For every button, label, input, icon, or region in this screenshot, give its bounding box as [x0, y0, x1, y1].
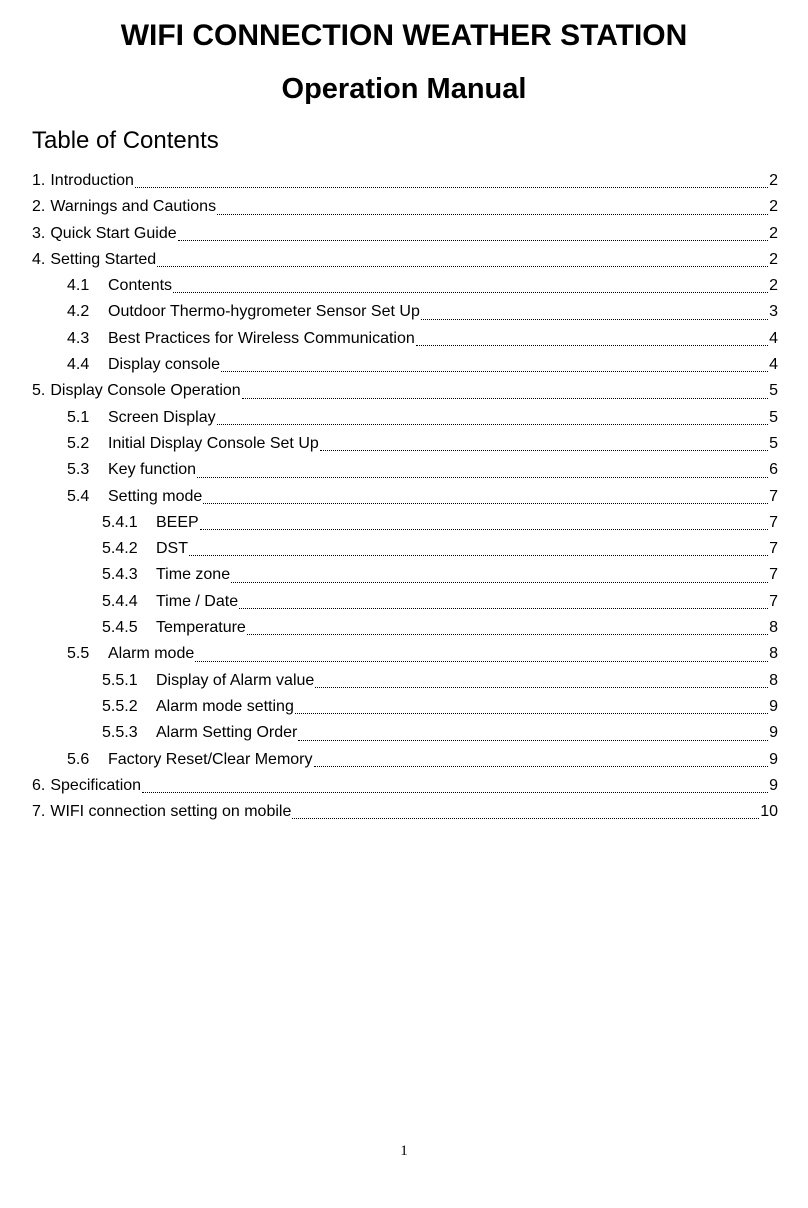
toc-entry-page: 7 — [769, 592, 778, 610]
toc-entry-page: 5 — [769, 382, 778, 400]
toc-entry-page: 7 — [769, 487, 778, 505]
toc-entry[interactable] — [32, 457, 778, 483]
toc-entry[interactable] — [32, 773, 778, 799]
toc-dot-leader — [221, 356, 768, 372]
toc-entry-label: Alarm Setting Order — [156, 724, 298, 742]
toc-entry-page: 8 — [769, 671, 778, 689]
toc-dot-leader — [157, 251, 768, 267]
toc-entry-number: 5.3 — [67, 461, 90, 479]
toc-dot-leader — [142, 777, 768, 793]
toc-dot-leader — [217, 409, 768, 425]
toc-entry-page: 9 — [769, 724, 778, 742]
toc-entry-number: 5.4.4 — [102, 592, 138, 610]
toc-entry-label: Introduction — [50, 172, 134, 189]
toc-entry-number: 5.4.5 — [102, 619, 138, 637]
toc-entry-label: DST — [156, 540, 188, 558]
toc-entry-number: 1. — [32, 172, 46, 189]
toc-dot-leader — [315, 672, 768, 688]
toc-dot-leader — [242, 383, 768, 399]
toc-entry-page: 7 — [769, 513, 778, 531]
toc-entry[interactable] — [32, 747, 778, 773]
toc-entry-page: 2 — [769, 224, 778, 242]
toc-entry-page: 2 — [769, 250, 778, 268]
toc-entry[interactable] — [32, 326, 778, 352]
toc-entry-number: 5.5.2 — [102, 697, 138, 715]
toc-entry[interactable] — [32, 562, 778, 588]
document-subtitle: Operation Manual — [281, 73, 527, 105]
toc-entry[interactable] — [32, 299, 778, 325]
toc-entry[interactable] — [32, 510, 778, 536]
toc-entry-page: 3 — [769, 303, 778, 321]
toc-entry-number: 5.6 — [67, 750, 90, 768]
toc-entry-page: 9 — [769, 750, 778, 768]
toc-entry[interactable] — [32, 352, 778, 378]
toc-dot-leader — [320, 435, 768, 451]
toc-dot-leader — [217, 199, 768, 215]
toc-entry-number: 5.5.1 — [102, 671, 138, 689]
toc-heading: Table of Contents — [32, 127, 219, 154]
toc-entry-page: 8 — [769, 645, 778, 663]
toc-dot-leader — [416, 330, 768, 346]
toc-entry-number: 5.5.3 — [102, 724, 138, 742]
toc-entry-label: Display of Alarm value — [156, 671, 315, 689]
toc-entry-number: 4.2 — [67, 303, 90, 321]
toc-dot-leader — [231, 567, 768, 583]
toc-dot-leader — [421, 304, 768, 320]
toc-entry-number: 5. — [32, 382, 46, 400]
toc-entry-page: 5 — [769, 434, 778, 452]
toc-entry-label: Factory Reset/Clear Memory — [108, 750, 313, 768]
toc-dot-leader — [203, 488, 768, 504]
toc-entry[interactable] — [32, 615, 778, 641]
toc-entry[interactable] — [32, 694, 778, 720]
toc-entry[interactable] — [32, 668, 778, 694]
toc-entry[interactable] — [32, 589, 778, 615]
toc-dot-leader — [298, 725, 768, 741]
toc-entry-number: 2. — [32, 198, 46, 216]
toc-entry[interactable] — [32, 799, 778, 825]
toc-entry-number: 6. — [32, 776, 46, 794]
toc-entry-label: Time / Date — [156, 592, 239, 610]
toc-entry-page: 7 — [769, 566, 778, 584]
toc-entry-number: 4.3 — [67, 329, 90, 347]
toc-entry[interactable] — [32, 221, 778, 247]
toc-entry-number: 4.4 — [67, 356, 90, 374]
toc-entry-label: Screen Display — [108, 408, 216, 426]
toc-entry-page: 9 — [769, 776, 778, 794]
toc-entry[interactable] — [32, 405, 778, 431]
toc-entry-label: Best Practices for Wireless Communication — [108, 329, 415, 347]
toc-entry-number: 5.5 — [67, 645, 90, 663]
toc-entry-label: Specification — [50, 776, 142, 794]
page-number: 1 — [400, 1143, 408, 1159]
toc-entry[interactable] — [32, 641, 778, 667]
toc-entry-page: 2 — [769, 198, 778, 216]
toc-entry-label: Contents — [108, 277, 173, 295]
toc-entry-label: Key function — [108, 461, 197, 479]
toc-dot-leader — [195, 646, 768, 662]
toc-entry-label: Alarm mode setting — [156, 697, 294, 715]
toc-entry[interactable] — [32, 247, 778, 273]
toc-entry-page: 4 — [769, 329, 778, 347]
toc-entry-page: 10 — [760, 803, 778, 821]
toc-entry-label: Time zone — [156, 566, 231, 584]
toc-dot-leader — [197, 462, 768, 478]
toc-dot-leader — [178, 225, 768, 241]
toc-entry-number: 4.1 — [67, 277, 90, 295]
toc-entry-number: 5.4.2 — [102, 540, 138, 558]
toc-dot-leader — [247, 619, 768, 635]
toc-entry[interactable] — [32, 484, 778, 510]
toc-entry-label: Setting Started — [50, 250, 157, 268]
toc-entry-number: 5.4 — [67, 487, 90, 505]
toc-entry[interactable] — [32, 431, 778, 457]
document-title: WIFI CONNECTION WEATHER STATION — [120, 19, 688, 52]
toc-entry-number: 5.4.3 — [102, 566, 138, 584]
toc-entry-page: 2 — [769, 277, 778, 295]
toc-entry-page: 5 — [769, 408, 778, 426]
toc-entry-label: Setting mode — [108, 487, 203, 505]
toc-entry-label: Alarm mode — [108, 645, 195, 663]
toc-dot-leader — [173, 277, 768, 293]
toc-entry-number: 4. — [32, 250, 46, 268]
toc-entry-number: 7. — [32, 803, 46, 821]
toc-entry-label: WIFI connection setting on mobile — [50, 803, 292, 821]
toc-entry[interactable] — [32, 273, 778, 299]
toc-dot-leader — [314, 751, 769, 767]
toc-dot-leader — [189, 540, 768, 556]
toc-entry-page: 4 — [769, 356, 778, 374]
toc-entry-label: Warnings and Cautions — [50, 198, 217, 216]
toc-entry-number: 3. — [32, 224, 46, 242]
toc-entry-label: Initial Display Console Set Up — [108, 434, 319, 452]
toc-entry-number: 5.4.1 — [102, 513, 138, 531]
toc-entry-page: 2 — [769, 172, 778, 189]
toc-dot-leader — [135, 172, 768, 188]
toc-dot-leader — [295, 698, 768, 714]
toc-entry-label: Quick Start Guide — [50, 224, 177, 242]
toc-entry-label: Outdoor Thermo-hygrometer Sensor Set Up — [108, 303, 420, 321]
toc-dot-leader — [200, 514, 768, 530]
toc-entry-page: 6 — [769, 461, 778, 479]
toc-dot-leader — [239, 593, 768, 609]
toc-entry-label: Display console — [108, 356, 221, 374]
toc-entry-number: 5.2 — [67, 434, 90, 452]
toc-dot-leader — [292, 803, 759, 819]
toc-entry-label: Temperature — [156, 619, 246, 637]
toc-entry-label: BEEP — [156, 513, 199, 531]
toc-entry-label: Display Console Operation — [50, 382, 241, 400]
toc-entry[interactable] — [32, 536, 778, 562]
table-of-contents — [32, 168, 778, 825]
toc-entry[interactable] — [32, 720, 778, 746]
toc-entry-page: 7 — [769, 540, 778, 558]
toc-entry-page: 9 — [769, 697, 778, 715]
toc-entry-number: 5.1 — [67, 408, 90, 426]
toc-entry[interactable] — [32, 168, 778, 194]
toc-entry-page: 8 — [769, 619, 778, 637]
toc-entry[interactable] — [32, 378, 778, 404]
toc-entry[interactable] — [32, 194, 778, 220]
